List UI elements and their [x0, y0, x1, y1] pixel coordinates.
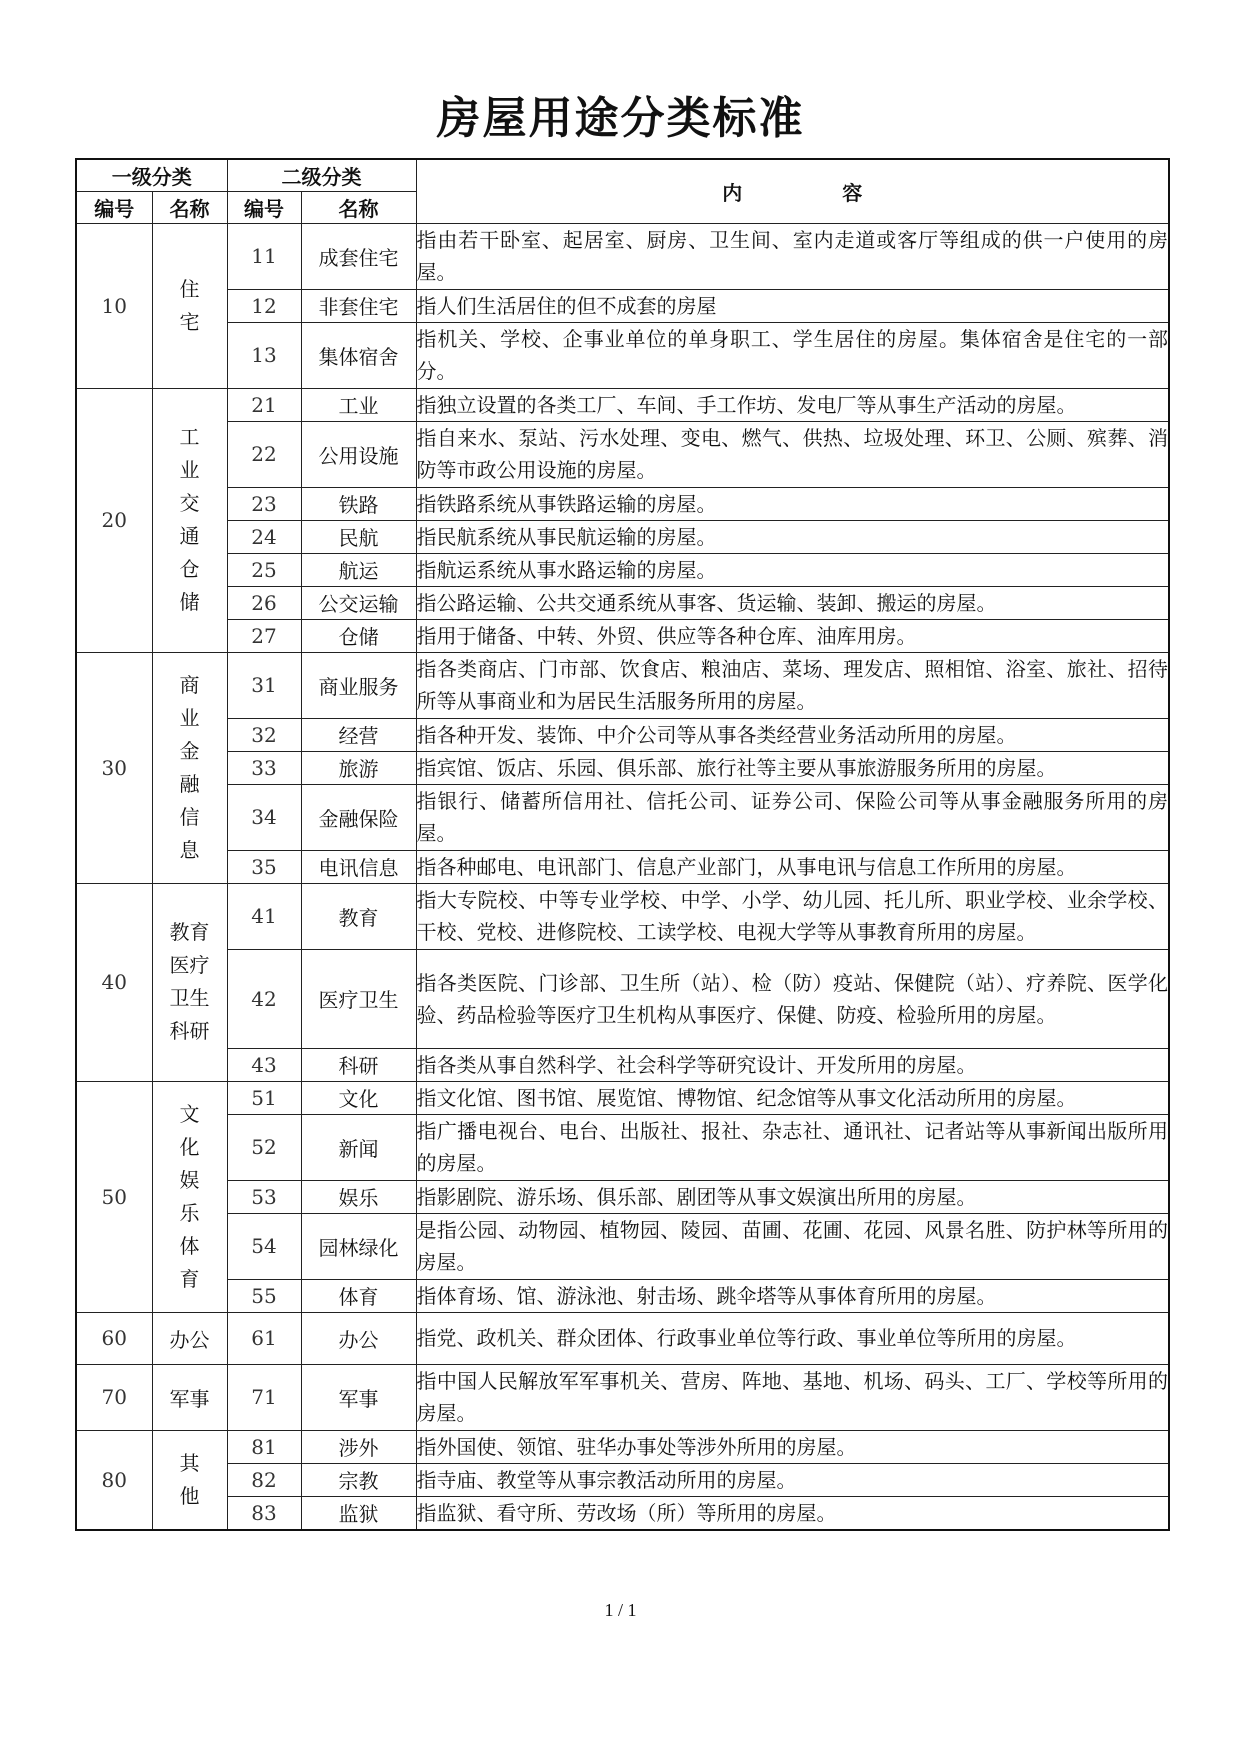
table-row — [76, 1180, 1169, 1213]
level2-code: 24 — [227, 520, 301, 553]
content-description: 指各种开发、装饰、中介公司等从事各类经营业务活动所用的房屋。 — [416, 718, 1169, 751]
content-description: 是指公园、动物园、植物园、陵园、苗圃、花圃、花园、风景名胜、防护林等所用的房屋。 — [416, 1213, 1169, 1279]
level2-code: 23 — [227, 487, 301, 520]
header-level1: 一级分类 — [76, 159, 227, 191]
level2-name: 集体宿舍 — [301, 322, 416, 388]
header-content: 内 容 — [416, 159, 1169, 223]
level2-code: 52 — [227, 1114, 301, 1180]
level2-code: 55 — [227, 1279, 301, 1312]
level2-code: 42 — [227, 949, 301, 1048]
table-row — [76, 883, 1169, 949]
content-description: 指各类商店、门市部、饮食店、粮油店、菜场、理发店、照相馆、浴室、旅社、招待所等从事商业和为居民生活服务所用的房屋。 — [416, 652, 1169, 718]
level2-name: 医疗卫生 — [301, 949, 416, 1048]
content-description: 指各类医院、门诊部、卫生所（站）、检（防）疫站、保健院（站）、疗养院、医学化验、药品检验等医疗卫生机构从事医疗、保健、防疫、检验所用的房屋。 — [416, 949, 1169, 1048]
table-row — [76, 223, 1169, 289]
table-row — [76, 784, 1169, 850]
level2-code: 33 — [227, 751, 301, 784]
level2-name: 民航 — [301, 520, 416, 553]
content-description: 指铁路系统从事铁路运输的房屋。 — [416, 487, 1169, 520]
header-level2: 二级分类 — [227, 159, 416, 191]
content-description: 指中国人民解放军军事机关、营房、阵地、基地、机场、码头、工厂、学校等所用的房屋。 — [416, 1364, 1169, 1430]
level2-name: 工业 — [301, 388, 416, 421]
level2-name: 非套住宅 — [301, 289, 416, 322]
level2-code: 27 — [227, 619, 301, 652]
header-level2-code: 编号 — [227, 191, 301, 223]
level1-name-cell — [152, 883, 227, 1081]
level1-name: 其他 — [179, 1450, 200, 1508]
level2-name: 商业服务 — [301, 652, 416, 718]
table-row — [76, 322, 1169, 388]
level2-name: 仓储 — [301, 619, 416, 652]
table-row — [76, 1114, 1169, 1180]
table-row — [76, 1463, 1169, 1496]
level2-code: 51 — [227, 1081, 301, 1114]
level2-name: 办公 — [301, 1312, 416, 1364]
table-row — [76, 520, 1169, 553]
content-description: 指用于储备、中转、外贸、供应等各种仓库、油库用房。 — [416, 619, 1169, 652]
level1-name-cell — [152, 652, 227, 883]
level1-name-cell — [152, 1364, 227, 1430]
level2-name: 经营 — [301, 718, 416, 751]
level2-name: 铁路 — [301, 487, 416, 520]
level1-name: 工业交通仓储 — [179, 425, 200, 614]
level2-name: 旅游 — [301, 751, 416, 784]
table-row — [76, 388, 1169, 421]
content-description: 指宾馆、饭店、乐园、俱乐部、旅行社等主要从事旅游服务所用的房屋。 — [416, 751, 1169, 784]
level2-name: 文化 — [301, 1081, 416, 1114]
level2-code: 54 — [227, 1213, 301, 1279]
table-row — [76, 1312, 1169, 1364]
page-title: 房屋用途分类标准 — [436, 93, 805, 144]
level2-code: 32 — [227, 718, 301, 751]
content-description: 指外国使、领馆、驻华办事处等涉外所用的房屋。 — [416, 1430, 1169, 1463]
table-row — [76, 619, 1169, 652]
level2-name: 公交运输 — [301, 586, 416, 619]
level2-name: 公用设施 — [301, 421, 416, 487]
level2-code: 82 — [227, 1463, 301, 1496]
table-row — [76, 751, 1169, 784]
table-body — [76, 223, 1169, 1530]
level2-code: 26 — [227, 586, 301, 619]
content-description: 指自来水、泵站、污水处理、变电、燃气、供热、垃圾处理、环卫、公厕、殡葬、消防等市政公用设施的房屋。 — [416, 421, 1169, 487]
level2-name: 成套住宅 — [301, 223, 416, 289]
content-description: 指航运系统从事水路运输的房屋。 — [416, 553, 1169, 586]
content-description: 指公路运输、公共交通系统从事客、货运输、装卸、搬运的房屋。 — [416, 586, 1169, 619]
level1-name: 办公 — [169, 1327, 210, 1352]
content-description: 指影剧院、游乐场、俱乐部、剧团等从事文娱演出所用的房屋。 — [416, 1180, 1169, 1213]
level2-name: 体育 — [301, 1279, 416, 1312]
table-row — [76, 718, 1169, 751]
content-description: 指广播电视台、电台、出版社、报社、杂志社、通讯社、记者站等从事新闻出版所用的房屋。 — [416, 1114, 1169, 1180]
content-description: 指大专院校、中等专业学校、中学、小学、幼儿园、托儿所、职业学校、业余学校、干校、党校、进修院校、工读学校、电视大学等从事教育所用的房屋。 — [416, 883, 1169, 949]
level2-code: 43 — [227, 1048, 301, 1081]
content-description: 指各种邮电、电讯部门、信息产业部门，从事电讯与信息工作所用的房屋。 — [416, 850, 1169, 883]
table-row — [76, 1364, 1169, 1430]
level1-code: 30 — [76, 652, 152, 883]
content-description: 指体育场、馆、游泳池、射击场、跳伞塔等从事体育所用的房屋。 — [416, 1279, 1169, 1312]
level1-code: 50 — [76, 1081, 152, 1312]
level1-code: 80 — [76, 1430, 152, 1530]
level1-name: 住宅 — [179, 276, 200, 334]
table-row — [76, 1213, 1169, 1279]
content-description: 指银行、储蓄所信用社、信托公司、证券公司、保险公司等从事金融服务所用的房屋。 — [416, 784, 1169, 850]
level1-name: 教育医疗卫生科研 — [169, 920, 210, 1043]
table-row — [76, 850, 1169, 883]
level2-name: 园林绿化 — [301, 1213, 416, 1279]
level1-name: 商业金融信息 — [179, 672, 200, 862]
table-row — [76, 421, 1169, 487]
table-row — [76, 949, 1169, 1048]
level2-code: 25 — [227, 553, 301, 586]
content-description: 指寺庙、教堂等从事宗教活动所用的房屋。 — [416, 1463, 1169, 1496]
table-row — [76, 1430, 1169, 1463]
level1-name-cell — [152, 388, 227, 652]
level1-code: 60 — [76, 1312, 152, 1364]
level2-code: 61 — [227, 1312, 301, 1364]
level2-name: 监狱 — [301, 1496, 416, 1530]
level2-name: 电讯信息 — [301, 850, 416, 883]
level1-name-cell — [152, 1312, 227, 1364]
header-level1-code: 编号 — [76, 191, 152, 223]
level1-name-cell — [152, 1430, 227, 1530]
level2-code: 21 — [227, 388, 301, 421]
level2-name: 娱乐 — [301, 1180, 416, 1213]
level2-name: 教育 — [301, 883, 416, 949]
content-description: 指监狱、看守所、劳改场（所）等所用的房屋。 — [416, 1496, 1169, 1530]
level2-name: 宗教 — [301, 1463, 416, 1496]
table-row — [76, 289, 1169, 322]
content-description: 指由若干卧室、起居室、厨房、卫生间、室内走道或客厅等组成的供一户使用的房屋。 — [416, 223, 1169, 289]
header-level2-name: 名称 — [301, 191, 416, 223]
level2-name: 军事 — [301, 1364, 416, 1430]
table-row — [76, 1081, 1169, 1114]
classification-table — [75, 158, 1170, 1531]
level1-code: 70 — [76, 1364, 152, 1430]
header-level1-name: 名称 — [152, 191, 227, 223]
level2-code: 12 — [227, 289, 301, 322]
page-number: 1 / 1 — [604, 1600, 637, 1620]
table-row — [76, 487, 1169, 520]
level2-name: 金融保险 — [301, 784, 416, 850]
table-row — [76, 1496, 1169, 1530]
content-description: 指各类从事自然科学、社会科学等研究设计、开发所用的房屋。 — [416, 1048, 1169, 1081]
table-row — [76, 1279, 1169, 1312]
table-row — [76, 586, 1169, 619]
level1-code: 20 — [76, 388, 152, 652]
level2-name: 航运 — [301, 553, 416, 586]
content-description: 指党、政机关、群众团体、行政事业单位等行政、事业单位等所用的房屋。 — [416, 1312, 1169, 1364]
level2-code: 34 — [227, 784, 301, 850]
level2-code: 13 — [227, 322, 301, 388]
level2-code: 41 — [227, 883, 301, 949]
level1-code: 40 — [76, 883, 152, 1081]
level2-name: 科研 — [301, 1048, 416, 1081]
level1-name: 文化娱乐体育 — [179, 1101, 200, 1291]
level2-code: 35 — [227, 850, 301, 883]
level2-code: 22 — [227, 421, 301, 487]
table-row — [76, 553, 1169, 586]
level2-code: 83 — [227, 1496, 301, 1530]
level2-name: 新闻 — [301, 1114, 416, 1180]
content-description: 指机关、学校、企事业单位的单身职工、学生居住的房屋。集体宿舍是住宅的一部分。 — [416, 322, 1169, 388]
level2-code: 11 — [227, 223, 301, 289]
level1-name: 军事 — [169, 1386, 210, 1411]
level2-code: 71 — [227, 1364, 301, 1430]
content-description: 指文化馆、图书馆、展览馆、博物馆、纪念馆等从事文化活动所用的房屋。 — [416, 1081, 1169, 1114]
level2-code: 81 — [227, 1430, 301, 1463]
level1-code: 10 — [76, 223, 152, 388]
content-description: 指民航系统从事民航运输的房屋。 — [416, 520, 1169, 553]
table-row — [76, 652, 1169, 718]
level2-code: 31 — [227, 652, 301, 718]
content-description: 指独立设置的各类工厂、车间、手工作坊、发电厂等从事生产活动的房屋。 — [416, 388, 1169, 421]
content-description: 指人们生活居住的但不成套的房屋 — [416, 289, 1169, 322]
level1-name-cell — [152, 223, 227, 388]
level1-name-cell — [152, 1081, 227, 1312]
level2-code: 53 — [227, 1180, 301, 1213]
table-row — [76, 1048, 1169, 1081]
level2-name: 涉外 — [301, 1430, 416, 1463]
